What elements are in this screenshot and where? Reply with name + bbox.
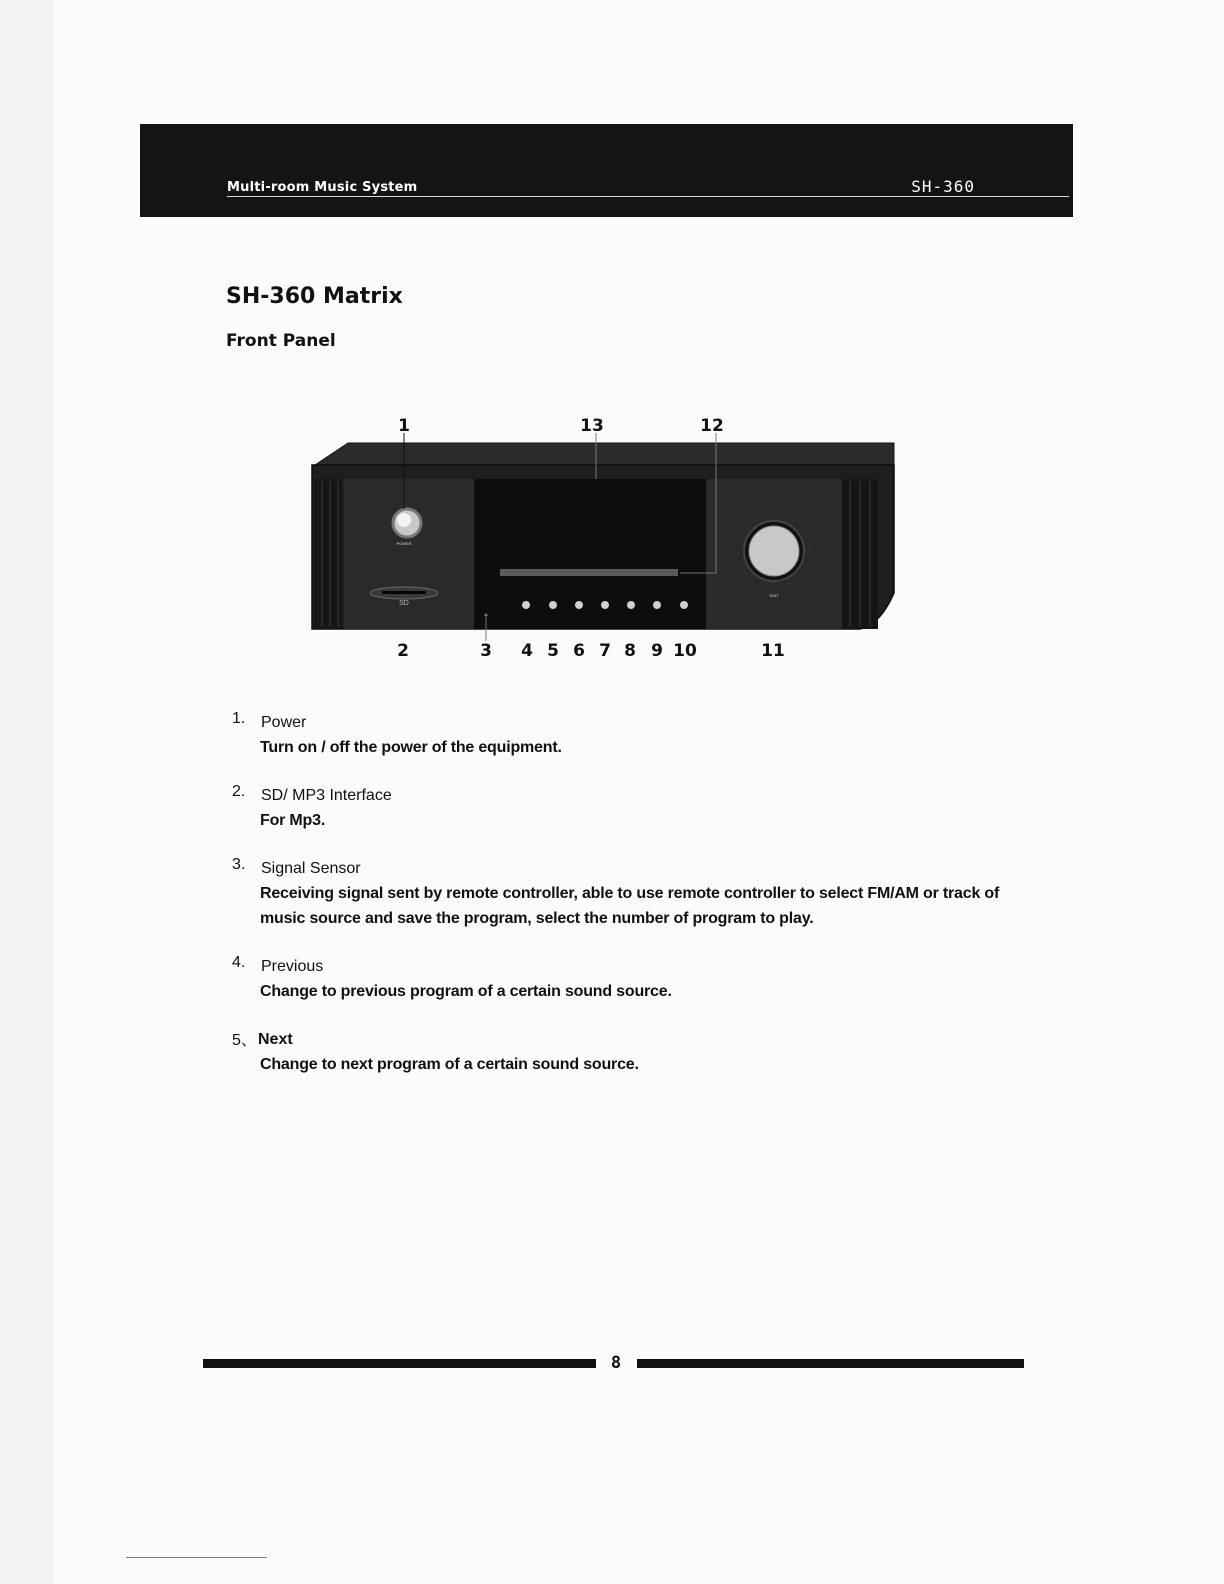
stop-button-icon (627, 601, 635, 609)
feature-list (232, 710, 1012, 1100)
item-description: For Mp3. (260, 812, 326, 829)
item-description: Receiving signal sent by remote controller, able to use remote controller to select FM/AM or track of music source and save the program, select the number of program to play. (260, 885, 1000, 927)
play-button-icon (680, 601, 688, 609)
signal-sensor-icon (485, 614, 488, 617)
hyperlink-underline[interactable] (126, 1557, 267, 1558)
item-heading: Signal Sensor (261, 860, 361, 877)
footer-rule-left (203, 1359, 596, 1368)
item-number: 2. (232, 783, 246, 800)
list-item (232, 783, 1012, 833)
device-left-panel (344, 479, 474, 629)
footer-rule-right (637, 1359, 1024, 1368)
callout-2: 2 (397, 641, 409, 661)
item-description: Change to previous program of a certain sound source. (260, 983, 672, 1000)
item-heading: SD/ MP3 Interface (261, 787, 392, 804)
callout-3: 3 (480, 641, 492, 661)
item-number: 4. (232, 954, 246, 971)
page-header (140, 124, 1073, 217)
page-title: SH-360 Matrix (226, 284, 403, 309)
volume-knob-icon (749, 526, 799, 576)
item-number: 1. (232, 710, 246, 727)
power-label: POWER (396, 541, 412, 546)
page-margin-shade (0, 0, 54, 1584)
front-panel-figure (300, 405, 920, 675)
next-button-icon (549, 601, 557, 609)
device-top-bevel (312, 443, 894, 467)
display-window (500, 569, 678, 576)
list-item (232, 856, 1012, 931)
callout-7: 7 (599, 641, 611, 661)
list-item (232, 710, 1012, 760)
section-subtitle: Front Panel (226, 331, 336, 351)
eject-button-icon (653, 601, 661, 609)
item-description: Turn on / off the power of the equipment. (260, 739, 562, 756)
header-rule (227, 196, 1069, 197)
list-item (232, 954, 1012, 1004)
repeat-button-icon (601, 601, 609, 609)
page-number: 8 (610, 1353, 622, 1373)
callout-1: 1 (398, 416, 410, 436)
header-left-title: Multi-room Music System (227, 180, 418, 195)
list-item (232, 1027, 1012, 1077)
callout-11: 11 (761, 641, 785, 661)
callout-13: 13 (580, 416, 604, 436)
item-number: 5、 (232, 1032, 257, 1049)
front-panel-illustration (300, 405, 920, 675)
callout-8: 8 (624, 641, 636, 661)
item-description: Change to next program of a certain sound source. (260, 1056, 639, 1073)
callout-4: 4 (521, 641, 533, 661)
callout-5: 5 (547, 641, 559, 661)
header-model-title: SH-360 (911, 177, 975, 196)
callout-12: 12 (700, 416, 724, 436)
item-number: 3. (232, 856, 246, 873)
callout-6: 6 (573, 641, 585, 661)
callout-10: 10 (673, 641, 697, 661)
item-heading: Previous (261, 958, 324, 975)
callout-9: 9 (651, 641, 663, 661)
knob-label: EDIT (769, 593, 779, 598)
sd-label: SD (399, 600, 409, 607)
item-heading: Next (258, 1031, 293, 1048)
fm-am-button-icon (575, 601, 583, 609)
previous-button-icon (522, 601, 530, 609)
device-display-area (474, 479, 706, 629)
item-heading: Power (261, 714, 307, 731)
